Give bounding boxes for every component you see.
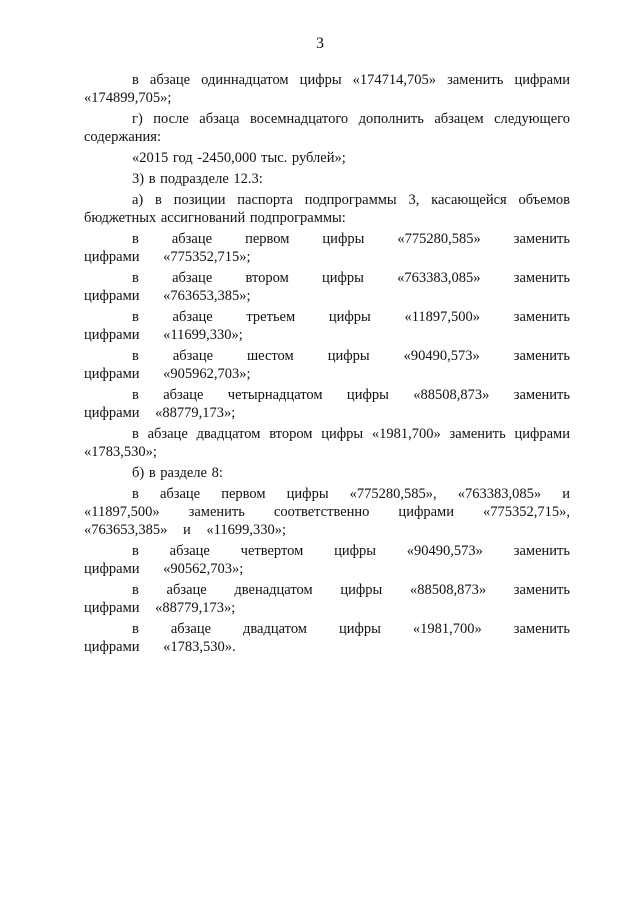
paragraph-16: в абзаце двадцатом цифры «1981,700» заменить цифрами «1783,530». [84,621,570,655]
paragraph-8: в абзаце третьем цифры «11897,500» заменить цифрами «11699,330»; [84,309,570,343]
paragraph-14: в абзаце четвертом цифры «90490,573» заменить цифрами «90562,703»; [84,543,570,577]
paragraph-4: 3) в подразделе 12.3: [132,171,263,187]
paragraph-10: в абзаце четырнадцатом цифры «88508,873» заменить цифрами «88779,173»; [84,387,570,421]
paragraph-5: а) в позиции паспорта подпрограммы 3, касающейся объемов бюджетных ассигнований подпрограммы: [84,192,570,226]
paragraph-15: в абзаце двенадцатом цифры «88508,873» заменить цифрами «88779,173»; [84,582,570,616]
paragraph-13: в абзаце первом цифры «775280,585», «763383,085» и «11897,500» заменить соответственно цифрами «775352,715», «763653,385» и «11699,330»; [84,486,570,538]
paragraph-12: б) в разделе 8: [132,465,223,481]
paragraph-3: «2015 год -2450,000 тыс. рублей»; [132,150,346,166]
page-number: 3 [316,35,324,52]
paragraph-1: в абзаце одиннадцатом цифры «174714,705» заменить цифрами «174899,705»; [84,72,570,106]
paragraph-9: в абзаце шестом цифры «90490,573» заменить цифрами «905962,703»; [84,348,570,382]
document-body [84,71,570,659]
paragraph-2: г) после абзаца восемнадцатого дополнить абзацем следующего содержания: [84,111,570,145]
paragraph-6: в абзаце первом цифры «775280,585» заменить цифрами «775352,715»; [84,231,570,265]
paragraph-11: в абзаце двадцатом втором цифры «1981,700» заменить цифрами «1783,530»; [84,426,570,460]
paragraph-7: в абзаце втором цифры «763383,085» заменить цифрами «763653,385»; [84,270,570,304]
